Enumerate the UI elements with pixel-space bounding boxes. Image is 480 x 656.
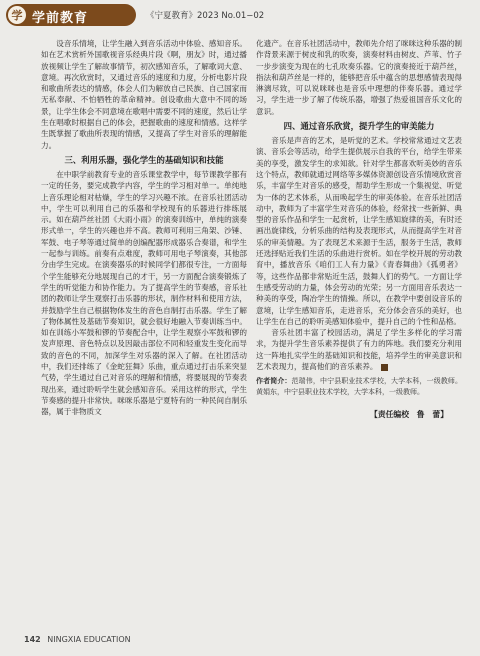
author-note — [256, 376, 462, 397]
section-heading: 三、利用乐器，强化学生的基础知识和技能 — [64, 154, 224, 165]
editor-credit: 【责任编校 鲁 蕾】 — [370, 410, 448, 420]
author-note-label: 作者简介： — [256, 377, 292, 386]
end-mark-icon — [381, 364, 388, 371]
page-number: 142 — [24, 635, 41, 644]
right-column — [256, 38, 462, 421]
section-heading: 四、通过音乐欣赏，提升学生的审美能力 — [283, 121, 435, 132]
paragraph: 化遗产。在音乐社团活动中，教师先介绍了咪咪这种乐器的制作背景来源于树皮和乳的吹奏，演奏材料由树皮、芦苇、竹子一步步演变为现在的七孔吹奏乐器。它的演奏接近于葫芦丝，指法和葫芦丝是一样的，能够把音乐中蕴含的思想感情表现得淋漓尽致，可以说咪咪也是音乐中理想的伴奏乐器。通过学习，学生进一步了解了传统乐器，增强了热爱祖国音乐文化的意识。 — [256, 39, 462, 116]
page-footer — [24, 635, 224, 644]
paragraph: 音乐是声音的艺术，是听觉的艺术。学校常常通过文艺表演、音乐会等活动，给学生提供展示自我的平台，给学生带来美的享受，激发学生的求知欲。针对学生都喜欢听美妙的音乐这个特点，教师就通过网络等多媒体资源创设音乐情境欣赏音乐，丰富学生对音乐的感受，帮助学生形成一个集视觉、听觉为一体的艺术体系，从而唤起学生的审美体验。在音乐社团活动中，教师为了丰富学生对音乐的体验，经常找一些新鲜、典型的音乐作品和学生一起赏析，让学生感知旋律的美，有时还画出旋律线，分析乐曲的结构及表现形式，从而提高学生对音乐的审美情趣。为了表现艺术来源于生活，服务于生活，教师还选择贴近我们生活的乐曲进行赏析。如在学校开展的劳动教育中，播放音乐《咱们工人有力量》《青春舞曲》《孤勇者》等，这些作品都非常贴近生活，鼓舞人们的势气。一方面让学生感受劳动的力量，体会劳动的光荣；另一方面用音乐表达一种美的享受，陶冶学生的情操。所以，在教学中要创设音乐的意境，让学生感知音乐，走进音乐，充分体会音乐的美好，也让学生在自己的聆听美感知体验中，提升自己的个性和品格。 — [256, 136, 462, 326]
section-badge — [6, 4, 136, 26]
section-logo-icon: 学 — [8, 6, 26, 24]
journal-issue-info: 《宁夏教育》2023 No.01−02 — [146, 11, 265, 21]
page-header — [0, 0, 480, 34]
section-title: 学前教育 — [32, 11, 89, 26]
journal-name-en: NINGXIA EDUCATION — [47, 635, 131, 644]
paragraph — [256, 327, 462, 372]
paragraph: 设音乐情境，让学生融入到音乐活动中体验、感知音乐。如在艺术赏析外国歌视音乐经典片段《啊，朋友》时，通过播放视频让学生了解故事情节，初次感知音乐，了解歌词大意、意境。再次欣赏时，又通过音乐的速度和力度，分析电影片段和歌曲所表达的情感，体会人们为解放自己民族、自己国家而无私奉献、不怕牺牲的革命精神。创设歌曲大意中不同的场景，让学生体会不同意境在歌唱中需要不同的速度，然后让学生在唱歌时根据自己的体会，把握歌曲的速度和情感。这样学生既掌握了歌曲所表现的情感，又提高了学生对音乐的理解能力。 — [41, 39, 247, 150]
paragraph-text: 音乐社团丰富了校园活动，满足了学生多样化的学习需求，为提升学生音乐素养提供了有力的阵地。我们要充分利用这一阵地扎实学生的基础知识和技能，培养学生的审美意识和艺术表现力，提高他们的音乐素养。 — [256, 328, 462, 372]
left-column — [41, 38, 247, 418]
author-note-text: 范瑞伟，中宁县职业技术学校，大学本科，一级教师。黄娟东，中宁县职业技术学校，大学本科，一级教师。 — [256, 377, 463, 396]
paragraph: 在中职学前教育专业的音乐课堂教学中，每节课教学都有一定的任务，要完成教学内容，学生的学习相对单一。单纯地上音乐理论相对枯燥，学生的学习兴趣不浓。在音乐社团活动中，学生可以利用自己的乐器和学校现有的乐器进行排练展示。如在葫芦丝社团《大雨小雨》的演奏训练中，单纯的演奏形式单一，学生的兴趣也并不高。教师可利用三角架、沙锤、军鼓、电子琴等通过简单的创编配器形成器乐合奏谱，和学生一起参与训练。前奏有点难度，教师可用电子琴演奏，其他部分由学生完成。在演奏器乐的时候同学们都很专注，一方面每个学生能够充分地展现自己的才干，另一方面配合演奏锻炼了学生的听觉能力和协作能力。为了提高学生的节奏感，音乐社团的教师让学生观察打击乐器的形状，制作材料和使用方法，并鼓励学生自己根据物体发生的音色自制打击乐器。学生了解了物体属性及基础节奏知识，就会很好地融入节奏训练当中。如在训练小军鼓和锣的节奏配合中，让学生观察小军鼓和锣的发声原理、音色特点以及因敲击部位不同和轻重发生变化而导致的音色的不同，加深学生对乐器的深入了解。在社团活动中，我们还排练了《金蛇狂舞》乐曲，重点通过打击乐来突显气势，学生通过自己对音乐的理解和情感，将要展现的节奏表现出来，通过聆听学生就会感知音乐。采用这样的形式，学生节奏感的提升非常快。咪咪乐器是宁夏特有的一种民间自制乐器，属于非物质文 — [41, 169, 247, 417]
